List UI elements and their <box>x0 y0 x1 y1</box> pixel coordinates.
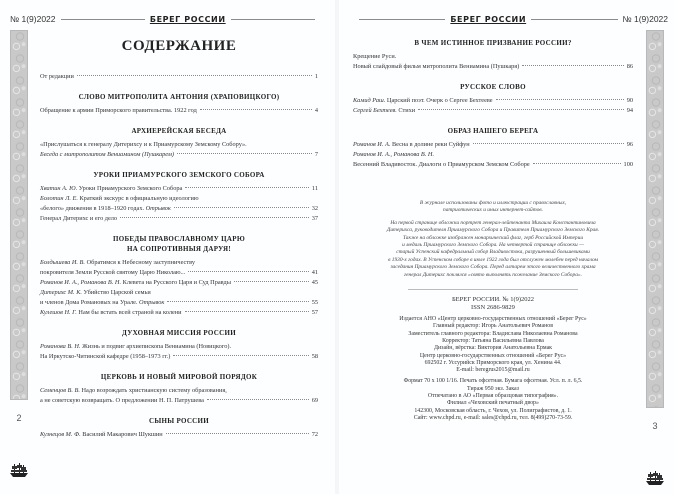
dot-leader <box>188 271 308 272</box>
page-header <box>10 12 320 26</box>
dot-leader <box>234 281 309 282</box>
table-of-contents <box>40 38 318 440</box>
toc-entry[interactable]: Весенний Владивосток. Диалоги о Приамурском Земском Соборе 100 <box>353 161 633 168</box>
page-number: 3 <box>652 421 658 431</box>
dot-leader <box>533 163 621 164</box>
section-title: АРХИЕРЕЙСКАЯ БЕСЕДА <box>131 127 227 135</box>
toc-title: СОДЕРЖАНИЕ <box>121 38 237 54</box>
dot-leader <box>120 217 309 218</box>
toc-entry[interactable]: Романов И. А., Романова В. Н. Клевета на Русского Царя и Суд Правды 45 <box>40 279 318 286</box>
author: Болдышева И. В. <box>40 259 85 266</box>
email-link[interactable]: E-mail: beregrus2015@mail.ru <box>456 367 530 374</box>
page-ref: 96 <box>626 141 633 148</box>
toc-entry[interactable]: Кулешов Н. Г. Нам бы встать всей страной на колени 57 <box>40 309 318 316</box>
imprint: БЕРЕГ РОССИИ. № 1(9)2022 ISSN 2686-9829 Издается АНО «Центр церковно-государственных отношений «Берег Рус» Главный редактор: Игорь Анатольевич Романов Заместитель главного редактора: Владислава Николаевна Романова Корректор: Татьяна Васильевна Павлова Дизайн, вёрстка: Виктория Анатольевна Ермак Центр церковно-государственных отношений «Берег Рус» 692502 г. Уссурийск Приморского края, ул. Хенина 44. E-mail: beregrus2015@mail.ru Формат 70 х 100 1/16. Печать офсетная. Бумага офсетная. Усл. п. л. 6,5. Тираж 950 экз. Заказ Отпечатано в АО «Первая образцовая типография». Филиал «Чеховский печатный двор» 142300, Московская область, г. Чехов, ул. Полиграфистов, д. 1. Сайт: www.chpd.ru, e-mail: sales@chpd.ru, тел. 8(499)270-73-59. <box>353 296 633 422</box>
author: Семенцов В. В. <box>40 387 80 394</box>
dot-leader <box>496 99 624 100</box>
page-ref: 32 <box>311 205 318 212</box>
page-ref: 58 <box>311 353 318 360</box>
section-title: СЫНЫ РОССИИ <box>148 417 210 425</box>
page-ref: 11 <box>311 185 318 192</box>
table-of-contents-continued <box>353 38 633 422</box>
right-page <box>339 0 674 494</box>
author: Кузнецов М. Ф. <box>40 431 81 438</box>
floral-ornament-border <box>10 30 28 400</box>
ship-icon <box>9 462 29 478</box>
toc-entry[interactable]: Генерал Дитерихс и его дело 37 <box>40 215 318 222</box>
toc-entry-line[interactable]: «Прислушаться к генералу Дитерихсу и к Приамурскому Земскому Собору». <box>40 141 247 148</box>
page-ref: 4 <box>314 107 318 114</box>
section-title: В ЧЕМ ИСТИННОЕ ПРИЗВАНИЕ РОССИИ? <box>414 39 572 47</box>
page-ref: 72 <box>311 431 318 438</box>
toc-entry[interactable]: а не советскую возвращать. О предложении Н. П. Патрушева 69 <box>40 397 318 404</box>
toc-entry[interactable]: Новый слайдовый фильм митрополита Вениамина (Пушкаря) 86 <box>353 63 633 70</box>
author: Романова В. Н. <box>40 343 81 350</box>
ship-icon <box>645 470 665 486</box>
header-rule <box>359 19 445 20</box>
divider <box>408 289 578 290</box>
dot-leader <box>173 355 308 356</box>
header-rule <box>61 19 145 20</box>
page-ref: 1 <box>314 73 318 80</box>
dot-leader <box>185 311 309 312</box>
toc-entry-line[interactable]: Крещение Руси. <box>353 53 397 60</box>
toc-entry[interactable]: Беседа с митрополитом Вениамином (Пушкарем) 7 <box>40 151 318 158</box>
imprint-title: БЕРЕГ РОССИИ. № 1(9)2022 <box>451 296 535 304</box>
section-title: ДУХОВНАЯ МИССИЯ РОССИИ <box>122 329 236 337</box>
toc-entry[interactable]: Обращение к армии Приморского правительства. 1922 год 4 <box>40 107 318 114</box>
toc-entry-line[interactable]: Романова В. Н. Жизнь и подвиг архиепископа Вениамина (Новицкого). <box>40 343 232 350</box>
page-ref: 41 <box>311 269 318 276</box>
toc-entry[interactable]: Камид Раш. Царский поэт. Очерк о Сергее Бехтееве 90 <box>353 97 633 104</box>
author: Дитерихс М. К. <box>40 289 82 296</box>
page-ref: 94 <box>626 107 633 114</box>
dot-leader <box>418 109 624 110</box>
printer-contacts[interactable]: Сайт: www.chpd.ru, e-mail: sales@chpd.ru, тел. 8(499)270-73-59. <box>413 414 573 421</box>
dot-leader <box>167 301 308 302</box>
floral-ornament-border <box>646 30 664 408</box>
header-rule <box>531 19 617 20</box>
credits-note: В журнале использованы фото и иллюстрации с православных, патриотических и иных интернет-сайтов. <box>419 200 567 214</box>
author: Камид Раш. <box>353 97 386 104</box>
dot-leader <box>200 109 312 110</box>
toc-entry[interactable]: и членов Дома Романовых на Урале. Отрывок 55 <box>40 299 318 306</box>
author: Романов И. А. <box>353 141 391 148</box>
page-header <box>354 12 668 26</box>
magazine-title: БЕРЕГ РОССИИ <box>450 14 527 24</box>
section-title: РУССКОЕ СЛОВО <box>460 83 526 91</box>
toc-entry-line[interactable]: Семенцов В. В. Надо возрождать христианскую систему образования, <box>40 387 227 394</box>
toc-entry-line[interactable]: Дитерихс М. К. Убийство Царской семьи <box>40 289 151 296</box>
toc-entry[interactable]: Хватин А. Ю. Уроки Приамурского Земского Собора 11 <box>40 185 318 192</box>
page-ref: 57 <box>311 309 318 316</box>
page-ref: 100 <box>623 161 633 168</box>
dot-leader <box>473 143 624 144</box>
toc-entry[interactable]: покровителя Земли Русской святому Царю Николаю... 41 <box>40 269 318 276</box>
page-ref: 45 <box>311 279 318 286</box>
toc-entry-line[interactable]: Болдышева И. В. Обратимся к Небесному заступничеству <box>40 259 195 266</box>
section-title: ОБРАЗ НАШЕГО БЕРЕГА <box>447 127 539 135</box>
issn: ISSN 2686-9829 <box>471 304 515 312</box>
page-ref: 55 <box>311 299 318 306</box>
toc-entry-line[interactable]: Болотин Л. Е. Краткий экскурс в официальную идеологию <box>40 195 199 202</box>
toc-entry[interactable]: На Иркутско-Читинской кафедре (1958–1973 гг.) 58 <box>40 353 318 360</box>
cover-description: На первой странице обложки портрет генерал-лейтенанта Михаила Константиновича Дитерихса, руководителя Приамурского Собора и Правителя Приамурского Земского Края. Также на обложке изображен монархический флаг, герб Российской Империи и медаль Приамурского Земского Собора. На четвертой странице обложки — старый Успенский кафедральный собор Владивостока, разрушенный большевиками в 1930-х годах. В Успенском соборе в июле 1922 года был отслужен молебен перед началом заседания Приамурского Земского Собора. Перед алтарем этого величественного храма генерал Дитерихс поклялся «свято выполнять пожелание Земского Собора». <box>386 219 600 278</box>
toc-entry[interactable]: От редакции 1 <box>40 73 318 80</box>
toc-entry[interactable]: Романов И. А. Весна в долине реки Суйфун 96 <box>353 141 633 148</box>
page-ref: 37 <box>311 215 318 222</box>
dot-leader <box>207 399 309 400</box>
toc-entry[interactable]: Кузнецов М. Ф. Василий Макарович Шукшин 72 <box>40 431 318 438</box>
section-title: УРОКИ ПРИАМУРСКОГО ЗЕМСКОГО СОБОРА <box>93 171 265 179</box>
magazine-title: БЕРЕГ РОССИИ <box>149 14 226 24</box>
page-ref: 86 <box>626 63 633 70</box>
author: Романов И. А., Романова В. Н. <box>40 279 122 286</box>
author: Болотин Л. Е. <box>40 195 78 202</box>
section-title: ПОБЕДЫ ПРАВОСЛАВНОМУ ЦАРЮ НА СОПРОТИВНЫЯ ДАРУЯ! <box>112 235 246 253</box>
dot-leader <box>522 65 623 66</box>
toc-entry[interactable]: Сергей Бехтеев. Стихи 94 <box>353 107 633 114</box>
page-ref: 69 <box>311 397 318 404</box>
dot-leader <box>185 187 309 188</box>
author: Хватин А. Ю. <box>40 185 78 192</box>
dot-leader <box>166 433 309 434</box>
issue-number: № 1(9)2022 <box>10 14 56 24</box>
header-rule <box>231 19 315 20</box>
issue-number: № 1(9)2022 <box>622 14 669 24</box>
toc-entry[interactable]: «белого» движения в 1918–1920 годах. Отрывок 32 <box>40 205 318 212</box>
section-title: ЦЕРКОВЬ И НОВЫЙ МИРОВОЙ ПОРЯДОК <box>100 373 258 381</box>
page-ref: 7 <box>314 151 318 158</box>
toc-entry-line[interactable] <box>353 150 633 160</box>
author: Сергей Бехтеев. <box>353 107 397 114</box>
left-page <box>0 0 335 494</box>
dot-leader <box>177 153 312 154</box>
author: Кулешов Н. Г. <box>40 309 77 316</box>
dot-leader <box>174 207 309 208</box>
page-number: 2 <box>16 413 22 423</box>
section-title: СЛОВО МИТРОПОЛИТА АНТОНИЯ (ХРАПОВИЦКОГО) <box>78 93 280 101</box>
author: Романов И. А., Романова В. Н. <box>353 151 435 158</box>
dot-leader <box>77 75 312 76</box>
page-ref: 90 <box>626 97 633 104</box>
